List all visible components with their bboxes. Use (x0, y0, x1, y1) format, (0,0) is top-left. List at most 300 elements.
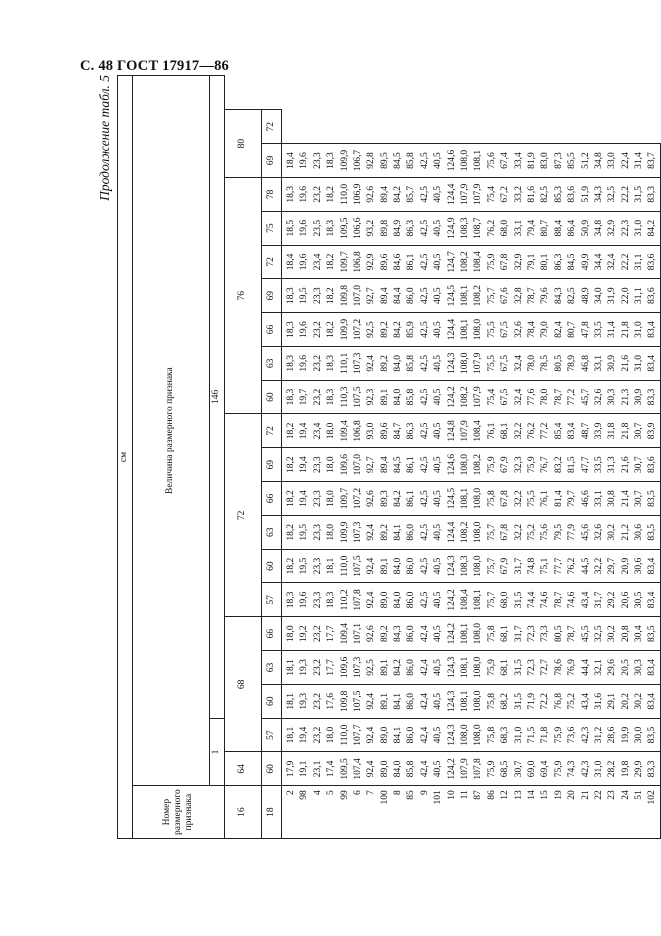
feature-number-cell: 102 (647, 786, 661, 839)
feature-number-cell: 23 (606, 786, 619, 839)
value-cell: 42,5 (419, 346, 432, 380)
value-cell: 83,4 (647, 684, 661, 718)
value-cell: 30,7 (513, 752, 526, 786)
value-cell: 75,6 (539, 515, 552, 549)
value-cell: 110,0 (339, 549, 352, 583)
value-cell: 18,2 (282, 482, 299, 516)
value-cell: 23,1 (312, 752, 325, 786)
value-cell: 79,6 (539, 279, 552, 313)
feature-number-cell: 11 (459, 786, 472, 839)
value-cell: 89,4 (379, 177, 392, 211)
feature-number-cell: 87 (472, 786, 485, 839)
value-cell: 40,5 (432, 583, 445, 617)
value-cell: 92,5 (365, 651, 378, 685)
value-cell: 89,2 (379, 346, 392, 380)
value-cell: 83,3 (647, 380, 661, 414)
value-cell: 77,2 (539, 414, 552, 448)
subcolumn-header: 63 (262, 515, 282, 549)
feature-number-cell: 12 (499, 786, 512, 839)
value-cell: 89,1 (379, 380, 392, 414)
value-cell: 75,4 (486, 177, 499, 211)
feature-number-cell: 4 (312, 786, 325, 839)
value-cell: 92,7 (365, 279, 378, 313)
value-cell: 18,3 (282, 346, 299, 380)
feature-number-cell: 14 (526, 786, 539, 839)
value-cell: 68,3 (499, 718, 512, 752)
value-cell: 31,8 (606, 414, 619, 448)
value-cell: 28,2 (606, 752, 619, 786)
value-cell: 19,6 (298, 583, 311, 617)
value-cell: 108,2 (472, 279, 485, 313)
value-cell: 18,5 (282, 211, 299, 245)
value-cell: 75,2 (526, 515, 539, 549)
value-cell: 107,7 (352, 718, 365, 752)
value-cell: 83,2 (553, 448, 566, 482)
value-cell: 48,7 (580, 414, 593, 448)
value-cell: 18,0 (325, 414, 338, 448)
value-cell: 30,9 (633, 380, 646, 414)
value-cell: 89,0 (379, 718, 392, 752)
value-cell: 84,2 (392, 651, 405, 685)
value-cell: 86,4 (566, 211, 579, 245)
table-row (459, 76, 472, 839)
value-cell: 72,3 (526, 617, 539, 651)
value-cell: 84,5 (392, 448, 405, 482)
value-cell: 40,5 (432, 651, 445, 685)
value-cell: 42,5 (419, 482, 432, 516)
value-cell: 84,2 (647, 211, 661, 245)
value-cell: 40,5 (432, 718, 445, 752)
subcolumn-header: 72 (262, 414, 282, 448)
value-cell: 83,6 (647, 279, 661, 313)
value-cell: 109,6 (339, 651, 352, 685)
value-cell: 92,6 (365, 177, 378, 211)
value-cell: 42,4 (419, 718, 432, 752)
value-cell: 78,7 (526, 279, 539, 313)
value-cell: 31,2 (593, 718, 606, 752)
value-cell: 107,0 (352, 448, 365, 482)
value-cell: 34,4 (593, 245, 606, 279)
value-cell: 75,7 (486, 549, 499, 583)
value-cell: 89,2 (379, 617, 392, 651)
table-row (539, 76, 552, 839)
value-cell: 85,8 (406, 144, 419, 178)
value-cell: 124,4 (446, 515, 459, 549)
value-cell: 68,5 (499, 752, 512, 786)
value-cell: 83,4 (647, 346, 661, 380)
value-cell: 84,0 (392, 752, 405, 786)
value-cell: 108,3 (459, 549, 472, 583)
value-cell: 84,4 (392, 279, 405, 313)
value-cell: 79,5 (553, 515, 566, 549)
value-cell: 30,7 (633, 414, 646, 448)
value-cell: 84,7 (392, 414, 405, 448)
value-cell: 80,7 (566, 313, 579, 347)
value-cell: 74,8 (526, 549, 539, 583)
value-cell: 76,2 (486, 211, 499, 245)
value-cell: 110,1 (339, 346, 352, 380)
value-cell: 42,3 (580, 752, 593, 786)
value-cell: 92,4 (365, 684, 378, 718)
table-row (647, 76, 661, 839)
value-cell: 51,2 (580, 144, 593, 178)
value-cell: 32,4 (606, 245, 619, 279)
value-cell: 40,5 (432, 346, 445, 380)
value-cell: 108,1 (459, 651, 472, 685)
value-cell: 78,0 (526, 346, 539, 380)
value-cell: 77,2 (566, 380, 579, 414)
value-cell: 19,3 (298, 684, 311, 718)
value-cell: 23,4 (312, 245, 325, 279)
value-cell: 124,9 (446, 211, 459, 245)
group-key-16: 16 (225, 786, 262, 839)
value-cell: 89,2 (379, 515, 392, 549)
value-cell: 83,4 (647, 313, 661, 347)
subcolumn-header: 60 (262, 380, 282, 414)
value-cell: 83,3 (647, 177, 661, 211)
value-cell: 22,3 (620, 211, 633, 245)
value-cell: 108,3 (459, 211, 472, 245)
value-cell: 67,5 (499, 380, 512, 414)
value-cell: 18,3 (282, 279, 299, 313)
value-cell: 106,6 (352, 211, 365, 245)
value-cell: 31,7 (513, 549, 526, 583)
value-cell: 82,5 (566, 279, 579, 313)
feature-number-cell: 6 (352, 786, 365, 839)
value-cell: 92,4 (365, 549, 378, 583)
value-cell: 22,2 (620, 177, 633, 211)
value-cell: 21,6 (620, 448, 633, 482)
value-cell: 108,1 (472, 144, 485, 178)
value-cell: 19,2 (298, 617, 311, 651)
value-cell: 18,4 (282, 245, 299, 279)
value-cell: 107,4 (352, 752, 365, 786)
value-cell: 33,4 (513, 144, 526, 178)
value-cell: 86,0 (406, 718, 419, 752)
value-cell: 75,8 (486, 617, 499, 651)
value-cell: 75,7 (486, 515, 499, 549)
value-cell: 75,9 (486, 752, 499, 786)
feature-number-cell: 19 (553, 786, 566, 839)
value-cell: 67,9 (499, 448, 512, 482)
value-cell: 67,6 (499, 279, 512, 313)
value-cell: 30,8 (606, 482, 619, 516)
value-cell: 75,9 (486, 245, 499, 279)
value-cell: 108,0 (459, 448, 472, 482)
value-cell: 86,0 (406, 583, 419, 617)
value-cell: 42,4 (419, 617, 432, 651)
value-cell: 34,0 (593, 279, 606, 313)
value-cell: 79,4 (526, 211, 539, 245)
value-cell: 80,7 (539, 211, 552, 245)
value-cell: 75,2 (566, 684, 579, 718)
value-cell: 124,7 (446, 245, 459, 279)
value-cell: 108,1 (459, 313, 472, 347)
subcolumn-header: 75 (262, 211, 282, 245)
value-cell: 32,2 (513, 482, 526, 516)
key-column-header: Номер размерного признака (133, 786, 225, 839)
value-cell: 107,3 (352, 651, 365, 685)
feature-number-cell: 51 (633, 786, 646, 839)
feature-number-cell: 9 (419, 786, 432, 839)
value-cell: 17,7 (325, 651, 338, 685)
value-cell: 87,3 (553, 144, 566, 178)
value-cell: 19,6 (298, 313, 311, 347)
value-cell: 19,6 (298, 144, 311, 178)
table-row (432, 76, 445, 839)
value-cell: 71,5 (526, 718, 539, 752)
value-cell: 84,1 (392, 684, 405, 718)
value-cell: 108,0 (472, 482, 485, 516)
value-cell: 40,5 (432, 448, 445, 482)
value-cell: 83,6 (566, 177, 579, 211)
value-cell: 32,2 (513, 515, 526, 549)
feature-number-cell: 13 (513, 786, 526, 839)
value-cell: 86,1 (406, 482, 419, 516)
value-cell: 19,5 (298, 549, 311, 583)
value-cell: 110,3 (339, 380, 352, 414)
value-cell: 124,3 (446, 718, 459, 752)
value-cell: 40,5 (432, 549, 445, 583)
value-cell: 92,8 (365, 144, 378, 178)
value-cell: 85,7 (406, 177, 419, 211)
value-cell: 89,4 (379, 448, 392, 482)
subcolumn-header: 63 (262, 346, 282, 380)
table-row (392, 76, 405, 839)
value-cell: 108,0 (459, 144, 472, 178)
value-cell: 84,0 (392, 380, 405, 414)
value-cell: 89,8 (379, 211, 392, 245)
value-cell: 78,7 (566, 617, 579, 651)
value-cell: 67,5 (499, 313, 512, 347)
feature-number-cell: 15 (539, 786, 552, 839)
value-cell: 124,2 (446, 583, 459, 617)
value-cell: 108,0 (472, 313, 485, 347)
value-cell: 75,1 (539, 549, 552, 583)
value-cell: 19,6 (298, 245, 311, 279)
feature-number-cell: 24 (620, 786, 633, 839)
value-cell: 92,9 (365, 245, 378, 279)
table-row (325, 76, 338, 839)
value-cell: 76,1 (486, 414, 499, 448)
value-cell: 31,3 (606, 448, 619, 482)
continuation-caption: Продолжение табл. 5 (97, 75, 112, 201)
value-cell: 75,8 (486, 684, 499, 718)
value-cell: 67,8 (499, 245, 512, 279)
feature-number-cell: 8 (392, 786, 405, 839)
value-cell: 18,1 (282, 718, 299, 752)
value-cell: 32,2 (513, 414, 526, 448)
value-cell: 108,4 (472, 245, 485, 279)
value-cell: 67,5 (499, 346, 512, 380)
value-cell: 23,3 (312, 144, 325, 178)
value-cell: 85,3 (553, 177, 566, 211)
value-cell: 32,9 (606, 211, 619, 245)
value-cell: 18,1 (325, 549, 338, 583)
value-cell: 19,4 (298, 482, 311, 516)
table-row (513, 76, 526, 839)
value-cell: 108,2 (459, 245, 472, 279)
subcolumn-header: 60 (262, 684, 282, 718)
value-cell: 89,5 (379, 144, 392, 178)
value-cell: 18,2 (325, 177, 338, 211)
value-cell: 31,4 (633, 144, 646, 178)
value-cell: 33,0 (606, 144, 619, 178)
value-cell: 20,8 (620, 617, 633, 651)
table-row (566, 76, 579, 839)
value-cell: 67,9 (499, 549, 512, 583)
value-cell: 29,1 (606, 684, 619, 718)
value-cell: 75,8 (486, 718, 499, 752)
value-cell: 86,0 (406, 515, 419, 549)
value-cell: 32,2 (593, 549, 606, 583)
value-cell: 33,2 (513, 177, 526, 211)
value-cell: 21,8 (620, 414, 633, 448)
value-cell: 31,9 (606, 279, 619, 313)
value-cell: 21,4 (620, 482, 633, 516)
group-68: 68 (225, 617, 262, 752)
value-cell: 108,1 (459, 482, 472, 516)
table-row (419, 76, 432, 839)
value-cell: 84,0 (392, 583, 405, 617)
value-cell: 30,3 (606, 380, 619, 414)
value-cell: 92,4 (365, 752, 378, 786)
group-76: 76 (225, 177, 262, 414)
value-cell: 42,5 (419, 549, 432, 583)
feature-number-cell: 22 (593, 786, 606, 839)
value-cell: 18,3 (325, 380, 338, 414)
value-cell: 32,9 (513, 245, 526, 279)
table-row (553, 76, 566, 839)
value-cell: 68,1 (499, 651, 512, 685)
value-cell: 83,4 (647, 549, 661, 583)
value-cell: 108,2 (459, 515, 472, 549)
value-cell: 75,7 (486, 583, 499, 617)
value-cell: 23,2 (312, 718, 325, 752)
value-cell: 107,9 (472, 177, 485, 211)
value-cell: 92,4 (365, 583, 378, 617)
value-cell: 30,2 (633, 684, 646, 718)
value-cell: 108,1 (459, 617, 472, 651)
value-cell: 33,5 (593, 313, 606, 347)
value-cell: 109,8 (339, 279, 352, 313)
value-cell: 18,2 (325, 279, 338, 313)
feature-number-cell: 100 (379, 786, 392, 839)
value-cell: 75,9 (526, 448, 539, 482)
value-cell: 80,5 (553, 617, 566, 651)
value-cell: 18,3 (325, 144, 338, 178)
value-cell: 30,2 (606, 617, 619, 651)
value-cell: 72,7 (539, 651, 552, 685)
value-cell: 20,9 (620, 549, 633, 583)
table-row (633, 76, 646, 839)
value-cell: 30,4 (633, 617, 646, 651)
value-cell: 31,0 (633, 346, 646, 380)
value-cell: 92,4 (365, 718, 378, 752)
value-cell: 72,2 (539, 684, 552, 718)
table-body (282, 76, 661, 839)
value-cell: 124,3 (446, 684, 459, 718)
value-cell: 23,2 (312, 177, 325, 211)
table-row (298, 76, 311, 839)
value-cell: 23,4 (312, 414, 325, 448)
value-cell: 84,3 (392, 617, 405, 651)
value-cell: 31,1 (633, 279, 646, 313)
value-cell: 86,3 (553, 245, 566, 279)
value-cell: 68,0 (499, 583, 512, 617)
value-cell: 40,5 (432, 482, 445, 516)
value-cell: 51,9 (580, 177, 593, 211)
subcolumn-header: 69 (262, 279, 282, 313)
value-cell: 84,3 (553, 279, 566, 313)
value-cell: 109,4 (339, 617, 352, 651)
value-cell: 83,5 (647, 718, 661, 752)
value-cell: 108,0 (472, 718, 485, 752)
value-cell: 81,6 (526, 177, 539, 211)
value-cell: 42,5 (419, 313, 432, 347)
value-cell: 31,0 (593, 752, 606, 786)
value-cell: 18,0 (325, 718, 338, 752)
value-cell: 89,0 (379, 752, 392, 786)
value-cell: 79,0 (539, 313, 552, 347)
value-cell: 67,2 (499, 177, 512, 211)
value-cell: 32,6 (593, 515, 606, 549)
table-row (312, 76, 325, 839)
value-cell: 81,5 (566, 448, 579, 482)
value-cell: 40,5 (432, 313, 445, 347)
value-cell: 107,5 (352, 684, 365, 718)
value-cell: 18,3 (325, 211, 338, 245)
value-cell: 23,2 (312, 651, 325, 685)
value-cell: 49,9 (580, 245, 593, 279)
value-cell: 86,1 (406, 245, 419, 279)
value-cell: 18,2 (325, 313, 338, 347)
value-cell: 18,3 (282, 313, 299, 347)
table-row (339, 76, 352, 839)
table-row (593, 76, 606, 839)
value-cell: 78,7 (553, 380, 566, 414)
subcolumn-header: 72 (262, 110, 282, 144)
value-cell: 124,4 (446, 313, 459, 347)
feature-number-cell: 10 (446, 786, 459, 839)
value-cell: 74,3 (566, 752, 579, 786)
value-cell: 19,4 (298, 414, 311, 448)
value-cell: 108,0 (472, 549, 485, 583)
value-cell: 108,1 (472, 583, 485, 617)
value-cell: 47,8 (580, 313, 593, 347)
feature-number-cell: 101 (432, 786, 445, 839)
value-cell: 68,0 (499, 211, 512, 245)
subcolumn-header: 66 (262, 313, 282, 347)
value-cell: 23,5 (312, 211, 325, 245)
feature-number-cell: 20 (566, 786, 579, 839)
feature-number-cell: 98 (298, 786, 311, 839)
subcolumn-header: 60 (262, 549, 282, 583)
value-cell: 30,7 (633, 448, 646, 482)
value-cell: 75,8 (486, 482, 499, 516)
value-cell: 42,5 (419, 245, 432, 279)
value-cell: 46,8 (580, 346, 593, 380)
value-cell: 21,6 (620, 346, 633, 380)
value-cell: 23,3 (312, 549, 325, 583)
value-cell: 108,0 (472, 617, 485, 651)
value-cell: 30,3 (633, 651, 646, 685)
value-cell: 92,6 (365, 482, 378, 516)
value-cell: 40,5 (432, 752, 445, 786)
value-cell: 124,2 (446, 752, 459, 786)
value-cell: 84,1 (392, 718, 405, 752)
table-row (620, 76, 633, 839)
